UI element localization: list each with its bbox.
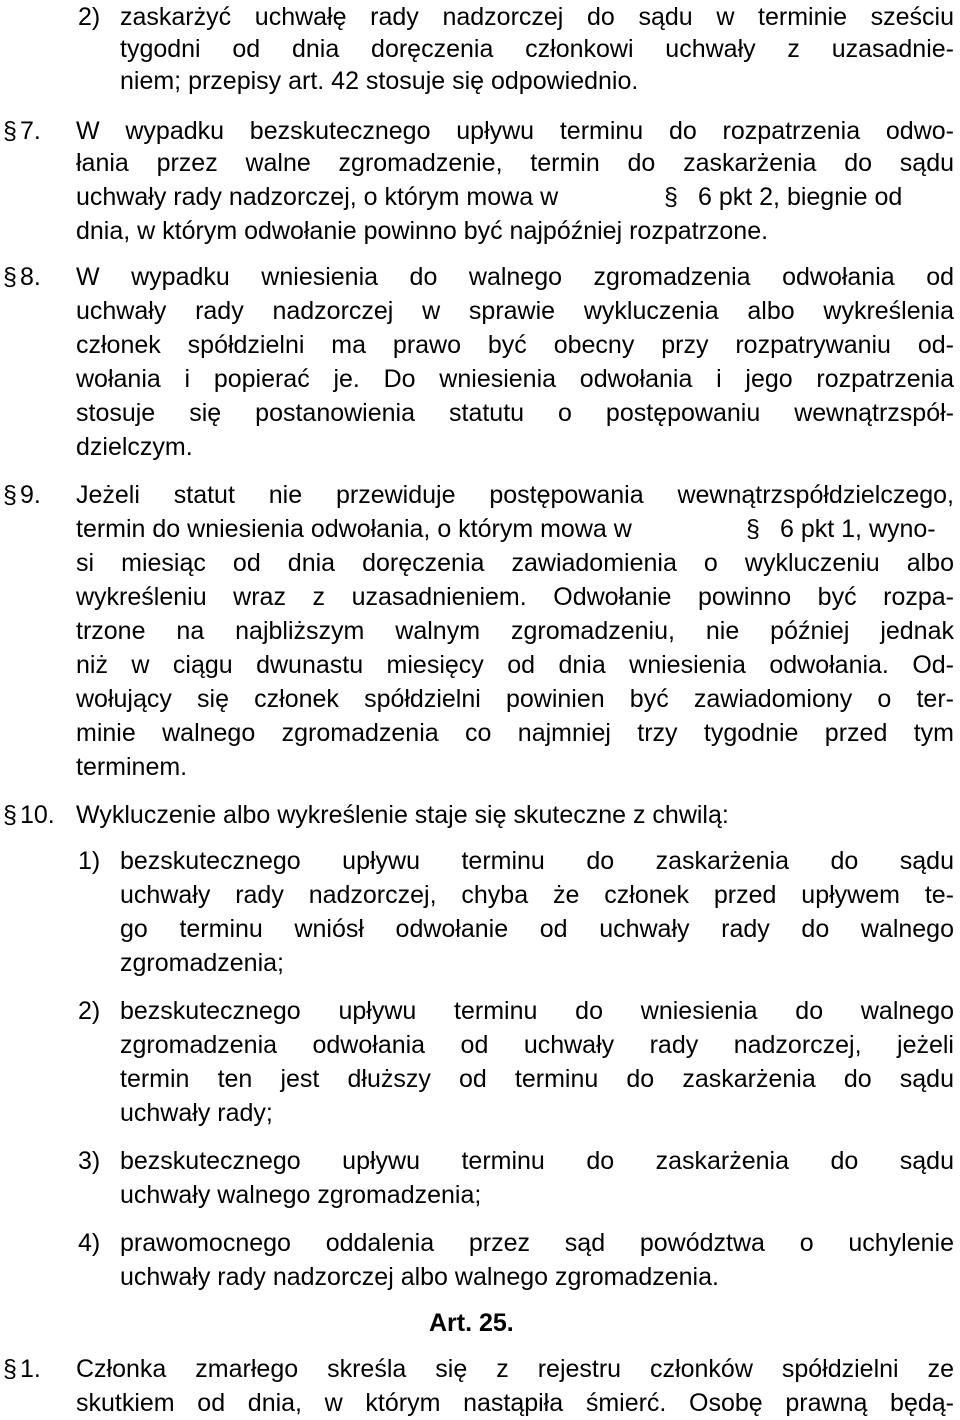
text-line: Członka zmarłego skreśla się z rejestru członków spółdzielni ze (76, 1355, 954, 1383)
paragraph-number: 9. (20, 481, 41, 509)
section-sign: § (3, 263, 17, 291)
text-line: wykreśleniu wraz z uzasadnieniem. Odwołanie powinno być rozpa- (76, 583, 954, 611)
text-line: dnia, w którym odwołanie powinno być najpóźniej rozpatrzone. (76, 217, 769, 245)
text-line: wołujący się członek spółdzielni powinien być zawiadomiony o ter- (76, 685, 954, 713)
text-line: niż w ciągu dwunastu miesięcy od dnia wniesienia odwołania. Od- (76, 651, 954, 679)
article-heading: Art. 25. (429, 1309, 514, 1337)
text-line: niem; przepisy art. 42 stosuje się odpowiednio. (120, 67, 639, 95)
text-line: 6 pkt 2, biegnie od (698, 183, 903, 211)
section-sign: § (746, 515, 760, 543)
list-item-number: 3) (78, 1147, 101, 1175)
text-line: bezskutecznego upływu terminu do zaskarżenia do sądu (120, 847, 954, 875)
text-line: W wypadku bezskutecznego upływu terminu do rozpatrzenia odwo- (76, 117, 954, 145)
text-line: W wypadku wniesienia do walnego zgromadzenia odwołania od (76, 263, 954, 291)
section-sign: § (3, 117, 17, 145)
text-line: uchwały rady; (120, 1099, 273, 1127)
text-line: minie walnego zgromadzenia co najmniej trzy tygodnie przed tym (76, 719, 954, 747)
text-line: członek spółdzielni ma prawo być obecny przy rozpatrywaniu od- (76, 331, 954, 359)
text-line: si miesiąc od dnia doręczenia zawiadomienia o wykluczeniu albo (76, 549, 954, 577)
text-line: go terminu wniósł odwołanie od uchwały rady do walnego (120, 915, 954, 943)
section-sign: § (3, 801, 17, 829)
paragraph-number: 1. (20, 1355, 41, 1383)
paragraph-number: 7. (20, 117, 41, 145)
text-line: trzone na najbliższym walnym zgromadzeniu, nie później jednak (76, 617, 954, 645)
paragraph-number: 8. (20, 263, 41, 291)
text-line: tygodni od dnia doręczenia członkowi uchwały z uzasadnie- (120, 35, 954, 63)
text-line: zgromadzenia odwołania od uchwały rady nadzorczej, jeżeli (120, 1031, 954, 1059)
list-item-number: 4) (78, 1229, 101, 1257)
text-line: 6 pkt 1, wyno- (780, 515, 936, 543)
text-line: uchwały rady nadzorczej, chyba że członek przed upływem te- (120, 881, 954, 909)
text-line: bezskutecznego upływu terminu do zaskarżenia do sądu (120, 1147, 954, 1175)
text-line: zgromadzenia; (120, 949, 284, 977)
section-sign: § (664, 183, 678, 211)
text-line: prawomocnego oddalenia przez sąd powództwa o uchylenie (120, 1229, 954, 1257)
text-line: wołania i popierać je. Do wniesienia odwołania i jego rozpatrzenia (76, 365, 954, 393)
text-line: Wykluczenie albo wykreślenie staje się skuteczne z chwilą: (76, 801, 729, 829)
text-line: uchwały rady nadzorczej albo walnego zgromadzenia. (120, 1263, 719, 1291)
text-line: uchwały walnego zgromadzenia; (120, 1181, 482, 1209)
text-line: termin ten jest dłuższy od terminu do zaskarżenia do sądu (120, 1065, 954, 1093)
text-line: uchwały rady nadzorczej w sprawie wykluczenia albo wykreślenia (76, 297, 954, 325)
text-line: termin do wniesienia odwołania, o którym mowa w (76, 515, 632, 543)
text-line: terminem. (76, 753, 188, 781)
section-sign: § (3, 481, 17, 509)
list-item-number: 2) (78, 3, 101, 31)
text-line: Jeżeli statut nie przewiduje postępowania wewnątrzspółdzielczego, (76, 481, 954, 509)
section-sign: § (3, 1355, 17, 1383)
text-line: uchwały rady nadzorczej, o którym mowa w (76, 183, 559, 211)
list-item-number: 2) (78, 997, 101, 1025)
text-line: zaskarżyć uchwałę rady nadzorczej do sądu w terminie sześciu (120, 3, 954, 31)
text-line: łania przez walne zgromadzenie, termin do zaskarżenia do sądu (76, 149, 954, 177)
text-line: skutkiem od dnia, w którym nastąpiła śmierć. Osobę prawną będą- (76, 1389, 954, 1417)
list-item-number: 1) (78, 847, 101, 875)
text-line: stosuje się postanowienia statutu o postępowaniu wewnątrzspół- (76, 399, 954, 427)
text-line: bezskutecznego upływu terminu do wniesienia do walnego (120, 997, 954, 1025)
text-line: dzielczym. (76, 433, 193, 461)
paragraph-number: 10. (20, 801, 55, 829)
